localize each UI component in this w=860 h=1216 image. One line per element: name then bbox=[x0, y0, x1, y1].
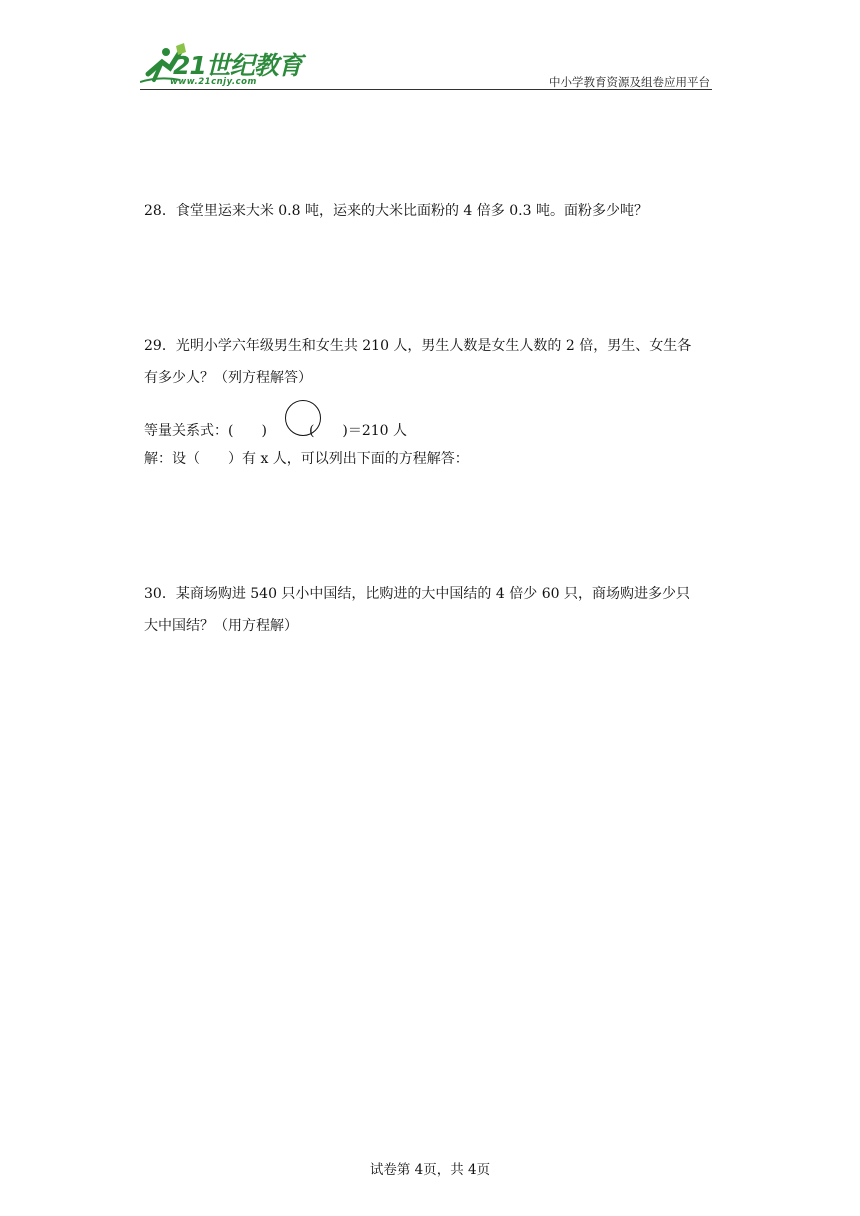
equation-relation bbox=[144, 418, 407, 444]
question-30 bbox=[144, 578, 720, 642]
question-29 bbox=[144, 330, 720, 394]
relation-prefix: 等量关系式：( ) bbox=[144, 423, 267, 439]
solution-line: 解：设（ ）有 x 人，可以列出下面的方程解答： bbox=[144, 451, 469, 467]
header-divider bbox=[140, 89, 712, 90]
logo-text: 21世纪教育 bbox=[173, 51, 302, 80]
logo bbox=[140, 40, 310, 90]
question-line: 28．食堂里运来大米 0.8 吨，运来的大米比面粉的 4 倍多 0.3 吨。面粉多少吨？ bbox=[144, 203, 648, 219]
operator-circle bbox=[285, 400, 321, 436]
platform-name: 中小学教育资源及组卷应用平台 bbox=[549, 75, 710, 89]
page-header bbox=[140, 40, 712, 92]
question-line: 29．光明小学六年级男生和女生共 210 人，男生人数是女生人数的 2 倍，男生、女生各 bbox=[144, 338, 692, 354]
page-footer: 试卷第 4页，共 4页 bbox=[369, 1162, 491, 1178]
question-line: 30．某商场购进 540 只小中国结，比购进的大中国结的 4 倍少 60 只，商场购进多少只 bbox=[144, 586, 690, 602]
question-28 bbox=[144, 195, 720, 227]
logo-url: www.21cnjy.com bbox=[170, 77, 257, 87]
question-line: 有多少人？（列方程解答） bbox=[144, 370, 312, 386]
relation-suffix: ( )＝210 人 bbox=[308, 423, 408, 439]
question-line: 大中国结？（用方程解） bbox=[144, 618, 298, 634]
